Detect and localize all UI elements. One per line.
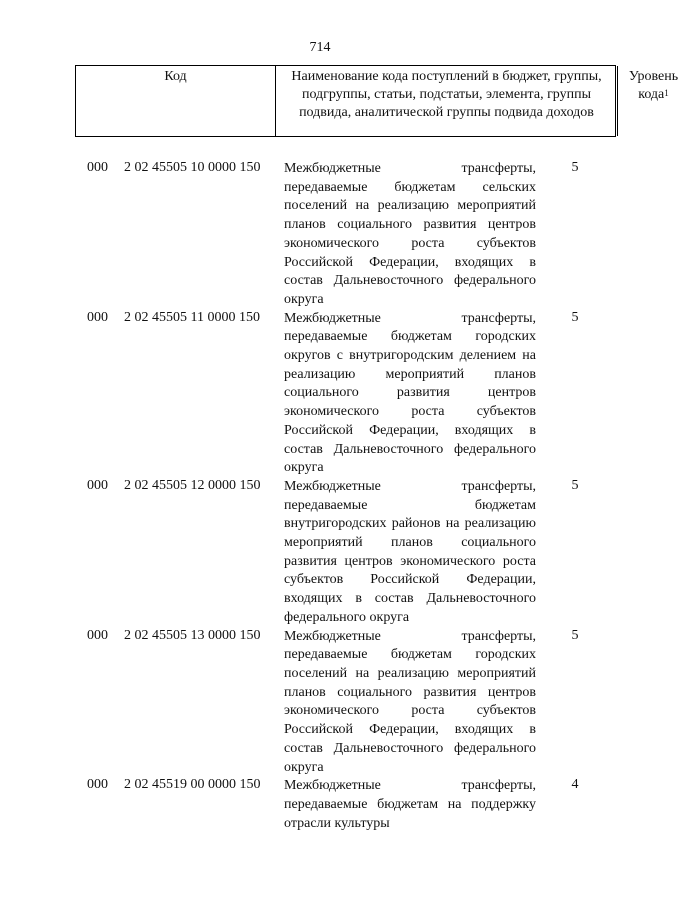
row-group-code: 000	[87, 627, 108, 643]
row-level: 5	[571, 309, 579, 325]
row-level: 5	[571, 627, 579, 643]
row-name: Межбюджетные трансферты, передаваемые бюджетам внутригородских районов на реализацию мероприятий планов социального развития центров экономического роста субъектов Российской Федерации, входящих в состав Дальневосточного федерального округа	[284, 478, 536, 625]
row-name: Межбюджетные трансферты, передаваемые бюджетам на поддержку отрасли культуры	[284, 778, 536, 831]
row-level: 5	[571, 477, 579, 493]
table-row	[0, 478, 640, 628]
table-row	[0, 777, 640, 833]
row-level: 5	[571, 160, 579, 175]
table-row	[0, 628, 640, 778]
table-row	[0, 160, 640, 310]
row-code: 2 02 45505 12 0000 150	[124, 477, 261, 493]
row-code: 2 02 45505 13 0000 150	[124, 627, 261, 643]
row-group-code: 000	[87, 477, 108, 493]
table-row	[0, 310, 640, 478]
row-level: 4	[571, 777, 579, 793]
row-name: Межбюджетные трансферты, передаваемые бюджетам городских округов с внутригородским делением на реализацию мероприятий планов социального развития центров экономического роста субъектов Российской Федерации, входящих в состав Дальневосточного федерального округа	[284, 310, 536, 476]
header-name: Наименование кода поступлений в бюджет, группы, подгруппы, статьи, подстатьи, элемента, группы подвида, аналитической группы подвида доходов	[276, 66, 618, 136]
row-code: 2 02 45519 00 0000 150	[124, 777, 261, 793]
table-header	[75, 65, 679, 137]
row-name: Межбюджетные трансферты, передаваемые бюджетам сельских поселений на реализацию мероприятий планов социального развития центров экономического роста субъектов Российской Федерации, входящих в состав Дальневосточного федерального округа	[284, 161, 536, 307]
row-group-code: 000	[87, 309, 108, 325]
footnote-mark: 1	[664, 88, 669, 98]
table-body	[0, 160, 640, 833]
row-code: 2 02 45505 11 0000 150	[124, 309, 260, 325]
row-name: Межбюджетные трансферты, передаваемые бюджетам городских поселений на реализацию мероприятий планов социального развития центров экономического роста субъектов Российской Федерации, входящих в состав Дальневосточного федерального округа	[284, 628, 536, 775]
header-level-label: Уровень кода	[628, 69, 679, 102]
row-group-code: 000	[87, 777, 108, 793]
row-code: 2 02 45505 10 0000 150	[124, 160, 261, 175]
header-code: Код	[76, 66, 276, 136]
page-number: 714	[309, 40, 331, 55]
header-level	[618, 66, 689, 136]
row-group-code: 000	[87, 160, 108, 175]
